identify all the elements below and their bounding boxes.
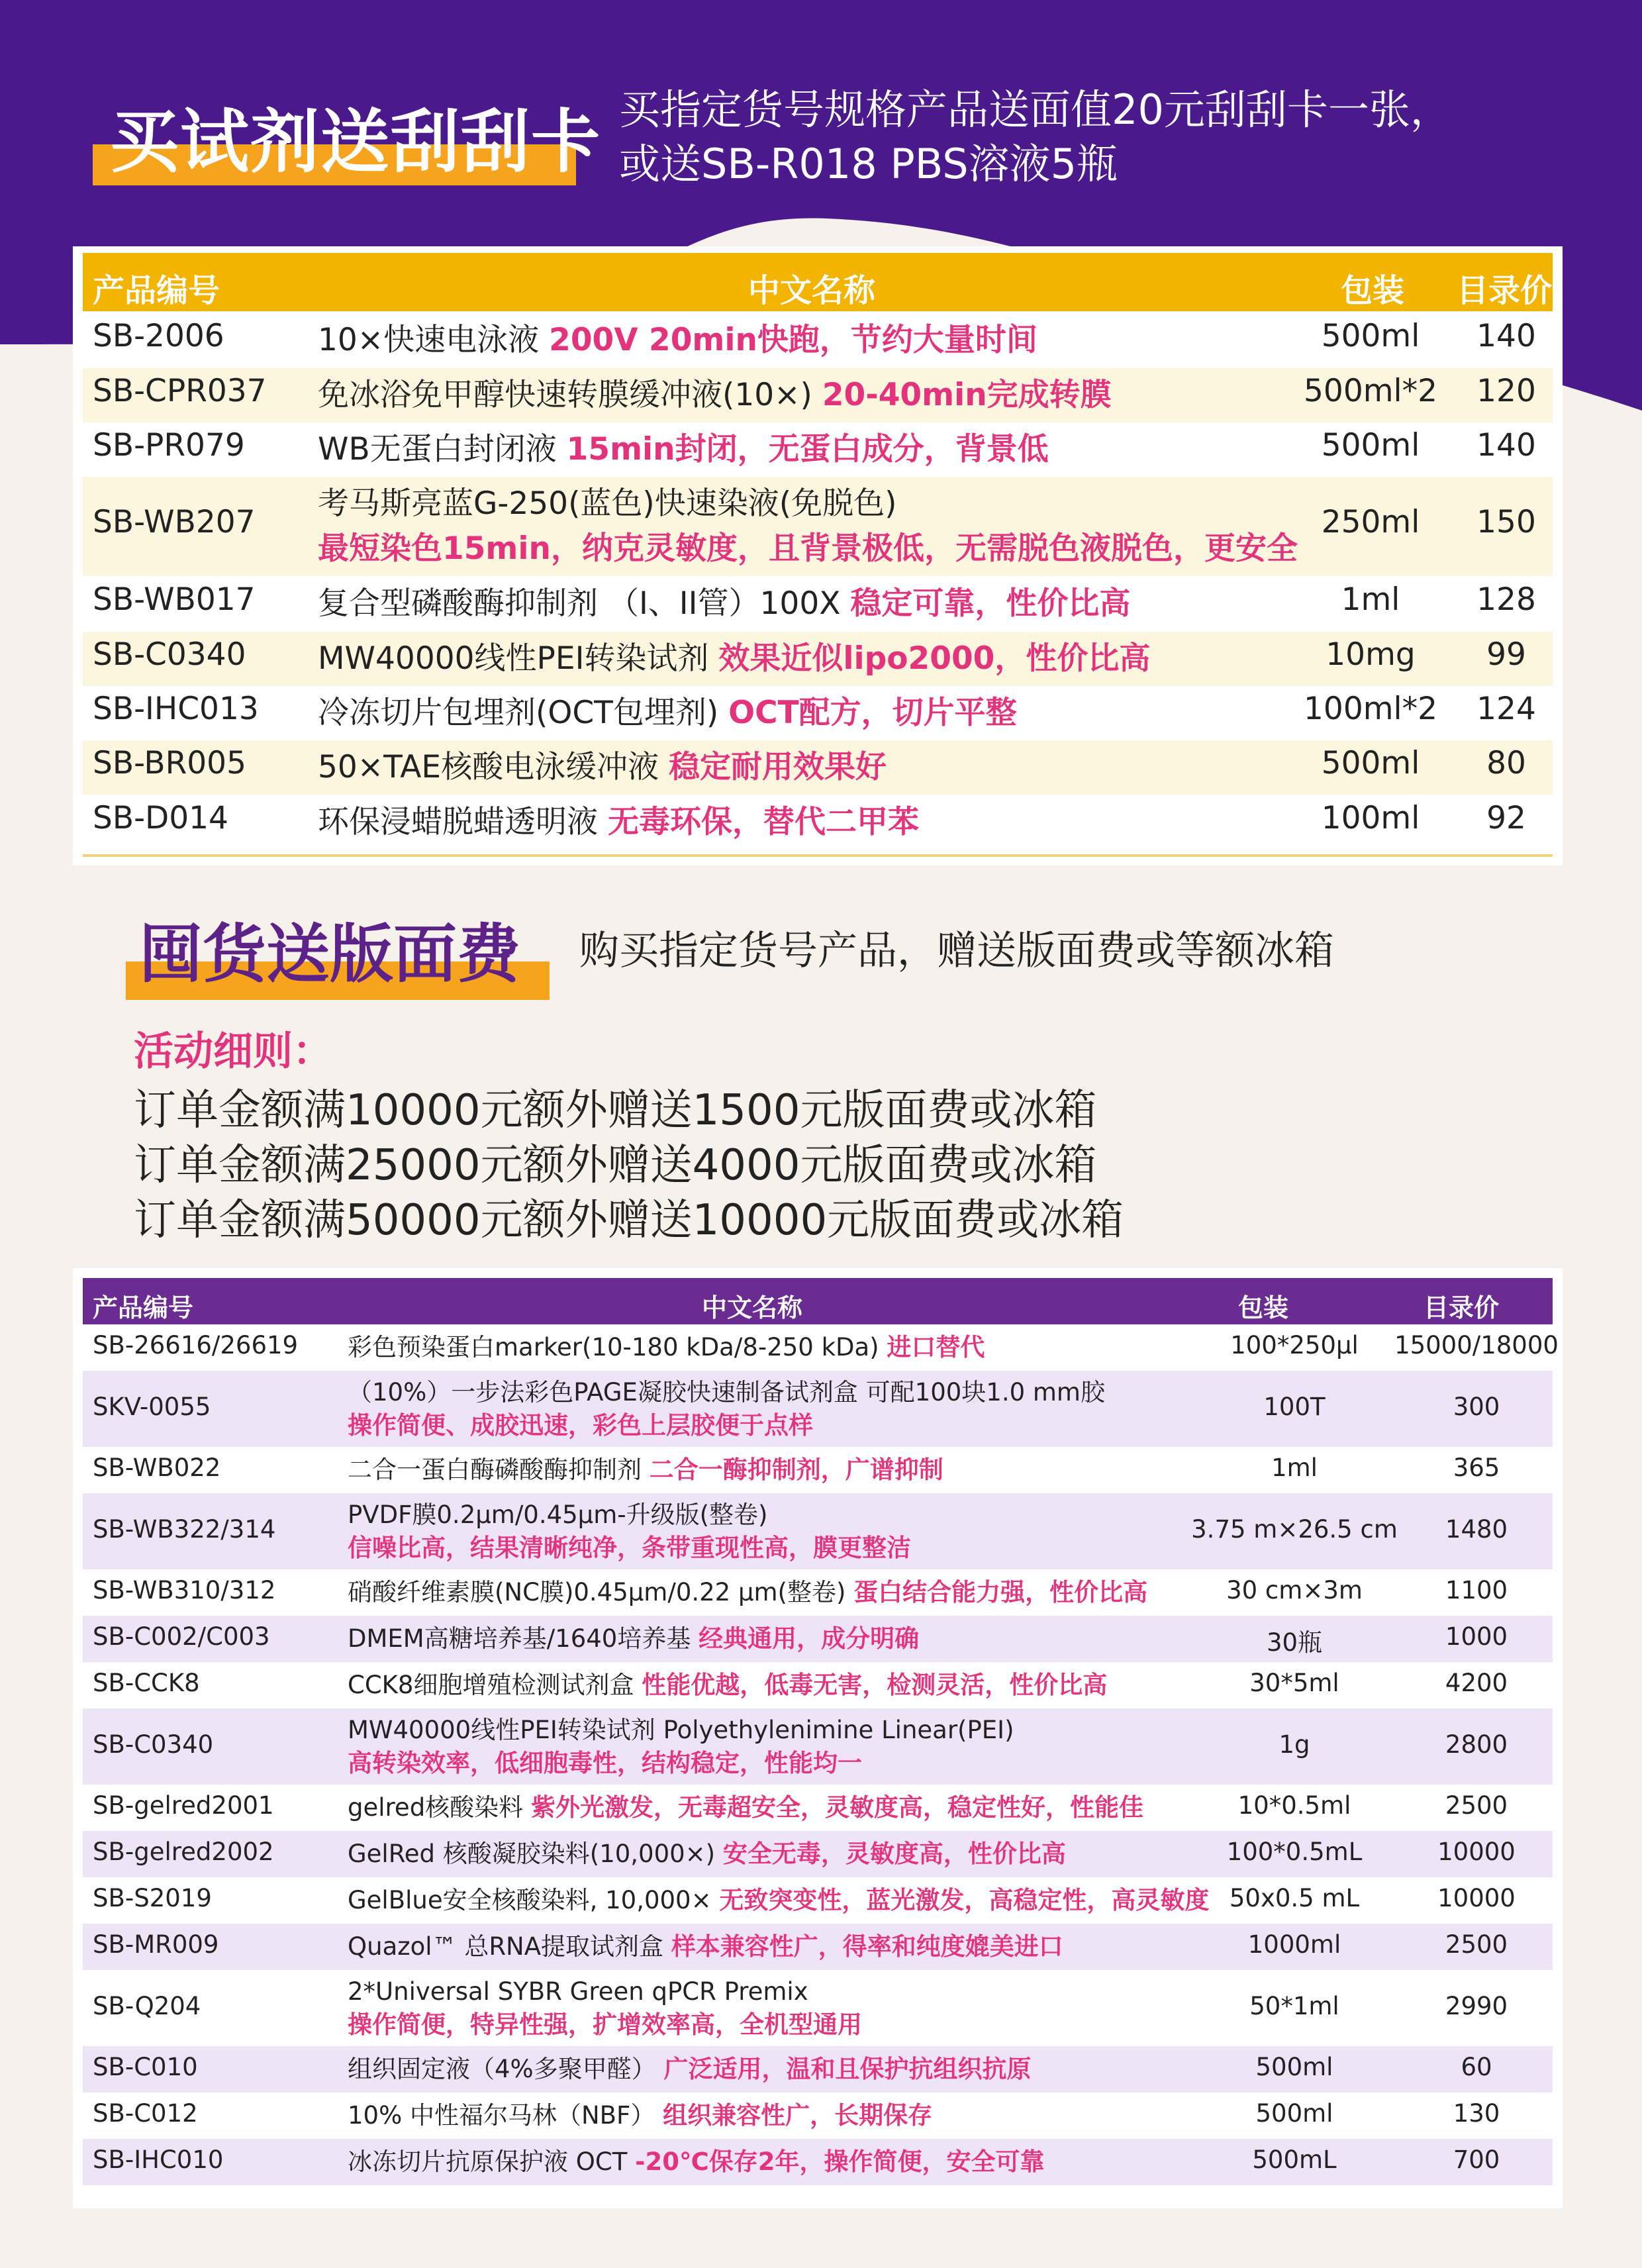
promo1-description [619, 83, 1546, 191]
promo1-desc-line1: 买指定货号规格产品送面值20元刮刮卡一张， [619, 85, 1451, 134]
product-code: SB-C0340 [93, 1730, 214, 1759]
product-name-cell [318, 745, 1331, 790]
table-row [83, 686, 1553, 740]
table-row [83, 2046, 1553, 2093]
rule-line-2: 订单金额满25000元额外赠送4000元版面费或冰箱 [134, 1141, 1097, 1190]
table1-header-code: 产品编号 [93, 272, 220, 309]
product-name: 硝酸纤维素膜(NC膜)0.45μm/0.22 μm(整卷) [348, 1578, 846, 1606]
product-code: SB-D014 [93, 800, 228, 836]
table2-header [83, 1278, 1553, 1324]
promo1-desc-line2: 或送SB-R018 PBS溶液5瓶 [619, 140, 1118, 188]
product-name-cell [348, 1791, 1248, 1824]
catalog-price: 80 [1486, 745, 1526, 781]
catalog-price: 700 [1453, 2145, 1500, 2174]
package-size: 500mL [1252, 2145, 1337, 2174]
table-row [83, 632, 1553, 686]
product-name: 10×快速电泳液 [318, 322, 540, 358]
product-feature: 高转染效率，低细胞毒性，结构稳定，性能均一 [348, 1748, 862, 1777]
product-name: PVDF膜0.2μm/0.45μm-升级版(整卷) [348, 1500, 768, 1529]
package-size: 30 cm×3m [1226, 1576, 1363, 1604]
table-row [83, 1447, 1553, 1493]
catalog-price: 140 [1476, 427, 1536, 464]
product-name-cell [318, 318, 1331, 363]
product-code: SB-WB017 [93, 581, 256, 618]
product-name: 2*Universal SYBR Green qPCR Premix [348, 1977, 808, 2006]
catalog-price: 2500 [1445, 1930, 1508, 1959]
product-code: SB-BR005 [93, 745, 246, 781]
product-code: SB-WB207 [93, 504, 256, 540]
table-row [83, 1877, 1553, 1924]
product-name-cell [348, 1331, 1248, 1364]
product-name: 组织固定液（4%多聚甲醛） [348, 2055, 656, 2083]
catalog-price: 140 [1476, 318, 1536, 354]
product-feature: 20-40min完成转膜 [822, 377, 1112, 413]
product-feature: 15min封闭，无蛋白成分，背景低 [566, 431, 1049, 468]
table-row [83, 1324, 1559, 1371]
product-name: MW40000线性PEI转染试剂 [318, 640, 709, 677]
product-code: SB-2006 [93, 318, 224, 354]
product-code: SB-C0340 [93, 636, 246, 673]
product-name-cell [348, 1376, 1248, 1442]
catalog-price: 2500 [1445, 1791, 1508, 1820]
product-name: 彩色预染蛋白marker(10-180 kDa/8-250 kDa) [348, 1333, 879, 1361]
product-code: SB-C002/C003 [93, 1622, 270, 1651]
product-code: SB-MR009 [93, 1930, 219, 1959]
product-feature: -20℃保存2年，操作简便，安全可靠 [635, 2147, 1045, 2176]
product-name-cell [348, 1499, 1248, 1565]
product-name: WB无蛋白封闭液 [318, 431, 557, 468]
product-name-cell [348, 2099, 1248, 2132]
table2-header-name: 中文名称 [702, 1293, 803, 1322]
product-name-cell [348, 1975, 1248, 2042]
package-size: 100*0.5mL [1226, 1838, 1363, 1866]
product-code: SB-WB310/312 [93, 1576, 276, 1604]
catalog-price: 1000 [1445, 1622, 1508, 1651]
package-size: 500ml [1321, 318, 1420, 354]
product-name-cell [348, 1884, 1248, 1917]
table2-header-code: 产品编号 [93, 1293, 194, 1322]
table1-bottom-line [83, 854, 1553, 857]
product-name-cell [318, 481, 1331, 571]
product-code: SB-C010 [93, 2053, 198, 2081]
table-row [83, 576, 1553, 632]
package-size: 50*1ml [1249, 1991, 1339, 2020]
catalog-price: 300 [1453, 1392, 1500, 1421]
product-name: 免冰浴免甲醇快速转膜缓冲液(10×) [318, 377, 812, 413]
product-name-cell [348, 1576, 1248, 1609]
table-row [83, 1831, 1553, 1877]
package-size: 500ml*2 [1304, 373, 1437, 409]
product-code: SB-CPR037 [93, 373, 267, 409]
product-code: SB-Q204 [93, 1991, 201, 2020]
product-name-cell [348, 1930, 1248, 1963]
product-feature: 效果近似lipo2000，性价比高 [718, 640, 1151, 677]
catalog-price: 365 [1453, 1454, 1500, 1482]
table-row [83, 1785, 1553, 1831]
promo1-product-table [73, 246, 1563, 865]
catalog-price: 2990 [1445, 1991, 1508, 2020]
product-feature: OCT配方，切片平整 [728, 695, 1017, 731]
table-row [83, 1371, 1553, 1447]
package-size: 1000ml [1247, 1930, 1341, 1959]
product-feature: 最短染色15min，纳克灵敏度，且背景极低，无需脱色液脱色，更安全 [318, 530, 1298, 567]
product-name-cell [318, 800, 1331, 845]
table-row [83, 795, 1553, 850]
package-size: 1ml [1271, 1454, 1318, 1482]
table-row [83, 1569, 1553, 1616]
product-feature: 操作简便、成胶迅速，彩色上层胶便于点样 [348, 1410, 813, 1440]
product-code: SB-C012 [93, 2099, 198, 2128]
table-row [83, 1662, 1553, 1708]
product-name: （10%）一步法彩色PAGE凝胶快速制备试剂盒 可配100块1.0 mm胶 [348, 1377, 1105, 1406]
product-feature: 无致突变性，蓝光激发，高稳定性，高灵敏度 [719, 1886, 1210, 1914]
product-name: CCK8细胞增殖检测试剂盒 [348, 1671, 634, 1699]
product-code: SB-IHC010 [93, 2145, 224, 2174]
table-row [83, 1924, 1553, 1970]
catalog-price: 10000 [1437, 1884, 1516, 1912]
promo2-title: 囤货送版面费 [139, 917, 520, 991]
table-row [83, 1970, 1553, 2046]
product-name-cell [318, 581, 1331, 626]
product-name: 环保浸蜡脱蜡透明液 [318, 804, 598, 840]
product-feature: 信噪比高，结果清晰纯净，条带重现性高，膜更整洁 [348, 1533, 911, 1562]
rule-line-1: 订单金额满10000元额外赠送1500元版面费或冰箱 [134, 1086, 1097, 1135]
package-size: 500ml [1321, 745, 1420, 781]
package-size: 1g [1279, 1730, 1310, 1759]
rule-line-3: 订单金额满50000元额外赠送10000元版面费或冰箱 [134, 1196, 1124, 1245]
table1-header-name: 中文名称 [748, 272, 876, 309]
product-name: MW40000线性PEI转染试剂 Polyethylenimine Linear(PEI) [348, 1715, 1014, 1744]
package-size: 1ml [1341, 581, 1400, 618]
product-code: SB-PR079 [93, 427, 245, 464]
product-name-cell [318, 636, 1331, 681]
product-feature: 操作简便，特异性强，扩增效率高，全机型通用 [348, 2010, 862, 2039]
table-row [83, 740, 1553, 795]
product-name-cell [318, 691, 1331, 736]
catalog-price: 130 [1453, 2099, 1500, 2128]
package-size: 10*0.5ml [1237, 1791, 1351, 1820]
table-row [83, 2093, 1553, 2139]
product-feature: 广泛适用，温和且保护抗组织抗原 [663, 2055, 1032, 2083]
table1-header-pack: 包装 [1341, 272, 1405, 309]
package-size: 30瓶 [1266, 1628, 1323, 1657]
product-name-cell [348, 1622, 1248, 1655]
package-size: 50x0.5 mL [1229, 1884, 1360, 1912]
table-row [83, 313, 1553, 368]
product-name-cell [348, 2145, 1248, 2179]
product-name: 复合型磷酸酶抑制剂 （I、II管）100X [318, 585, 841, 622]
product-code: SB-S2019 [93, 1884, 212, 1912]
product-name-cell [348, 1669, 1248, 1702]
product-feature: 组织兼容性广，长期保存 [663, 2101, 933, 2130]
catalog-price: 150 [1476, 504, 1536, 540]
product-name: DMEM高糖培养基/1640培养基 [348, 1624, 691, 1653]
product-code: SB-26616/26619 [93, 1331, 299, 1359]
table-row [83, 1616, 1553, 1662]
product-feature: 稳定可靠，性价比高 [850, 585, 1131, 622]
product-feature: 安全无毒，灵敏度高，性价比高 [722, 1840, 1066, 1868]
product-name: Quazol™ 总RNA提取试剂盒 [348, 1932, 664, 1961]
catalog-price: 10000 [1437, 1838, 1516, 1866]
package-size: 500ml [1321, 427, 1420, 464]
table-row [83, 422, 1553, 477]
table1-header [83, 253, 1553, 311]
product-name: 10% 中性福尔马林（NBF） [348, 2101, 655, 2130]
table-row [83, 368, 1553, 422]
catalog-price: 99 [1486, 636, 1526, 673]
product-feature: 性能优越，低毒无害，检测灵活，性价比高 [642, 1671, 1108, 1699]
product-feature: 进口替代 [887, 1333, 985, 1361]
catalog-price: 92 [1486, 800, 1526, 836]
table-row [83, 1493, 1553, 1569]
promo2-product-table [73, 1268, 1563, 2208]
product-code: SB-WB322/314 [93, 1514, 276, 1544]
package-size: 100ml*2 [1304, 691, 1437, 727]
product-feature: 200V 20min快跑，节约大量时间 [549, 322, 1038, 358]
package-size: 500ml [1255, 2053, 1333, 2081]
catalog-price: 124 [1476, 691, 1536, 727]
package-size: 10mg [1326, 636, 1416, 673]
product-code: SB-gelred2001 [93, 1791, 274, 1820]
table-row [83, 2139, 1553, 2185]
table2-header-pack: 包装 [1238, 1293, 1289, 1322]
product-name: 冷冻切片包埋剂(OCT包埋剂) [318, 695, 719, 731]
product-name: GelBlue安全核酸染料, 10,000× [348, 1886, 712, 1914]
product-name: gelred核酸染料 [348, 1793, 524, 1822]
product-name-cell [318, 427, 1331, 472]
product-code: SB-gelred2002 [93, 1838, 274, 1866]
promo1-title-block [93, 79, 602, 185]
product-name: 50×TAE核酸电泳缓冲液 [318, 749, 659, 785]
catalog-price: 4200 [1445, 1669, 1508, 1697]
catalog-price: 120 [1476, 373, 1536, 409]
rules-title: 活动细则： [134, 1028, 332, 1075]
package-size: 100*250μl [1230, 1331, 1359, 1359]
table-row [83, 1708, 1553, 1785]
product-name-cell [348, 2053, 1248, 2086]
promo2-title-block [126, 901, 550, 1000]
table2-header-price: 目录价 [1424, 1293, 1500, 1322]
product-name-cell [348, 1838, 1248, 1871]
promo2-description: 购买指定货号产品，赠送版面费或等额冰箱 [579, 928, 1334, 974]
product-name: 考马斯亮蓝G-250(蓝色)快速染液(免脱色) [318, 485, 897, 522]
product-feature: 经典通用，成分明确 [699, 1624, 920, 1653]
catalog-price: 1100 [1445, 1576, 1508, 1604]
product-feature: 蛋白结合能力强，性价比高 [853, 1578, 1148, 1606]
product-code: SKV-0055 [93, 1392, 211, 1421]
product-feature: 样本兼容性广，得率和纯度媲美进口 [671, 1932, 1063, 1961]
package-size: 250ml [1321, 504, 1420, 540]
product-name-cell [348, 1714, 1248, 1780]
product-name: 二合一蛋白酶磷酸酶抑制剂 [348, 1455, 642, 1484]
package-size: 30*5ml [1249, 1669, 1339, 1697]
package-size: 100ml [1321, 800, 1420, 836]
product-name-cell [318, 373, 1331, 418]
package-size: 500ml [1255, 2099, 1333, 2128]
table-row [83, 477, 1553, 576]
product-feature: 紫外光激发，无毒超安全，灵敏度高，稳定性好，性能佳 [530, 1793, 1143, 1822]
product-name: GelRed 核酸凝胶染料(10,000×) [348, 1840, 716, 1868]
product-code: SB-IHC013 [93, 691, 259, 727]
product-code: SB-CCK8 [93, 1669, 200, 1697]
table1-header-price: 目录价 [1457, 272, 1553, 309]
catalog-price: 1480 [1445, 1514, 1508, 1544]
package-size: 3.75 m×26.5 cm [1191, 1514, 1398, 1544]
catalog-price: 2800 [1445, 1730, 1508, 1759]
product-feature: 二合一酶抑制剂，广谱抑制 [649, 1455, 943, 1484]
promo1-title: 买试剂送刮刮卡 [110, 101, 602, 182]
product-code: SB-WB022 [93, 1454, 221, 1482]
product-name-cell [348, 1454, 1248, 1487]
product-feature: 稳定耐用效果好 [669, 749, 887, 785]
catalog-price: 60 [1461, 2053, 1492, 2081]
package-size: 100T [1263, 1392, 1326, 1421]
product-name: 冰冻切片抗原保护液 OCT [348, 2147, 628, 2176]
catalog-price: 15000/18000 [1394, 1331, 1559, 1359]
catalog-price: 128 [1476, 581, 1536, 618]
product-feature: 无毒环保，替代二甲苯 [607, 804, 919, 840]
